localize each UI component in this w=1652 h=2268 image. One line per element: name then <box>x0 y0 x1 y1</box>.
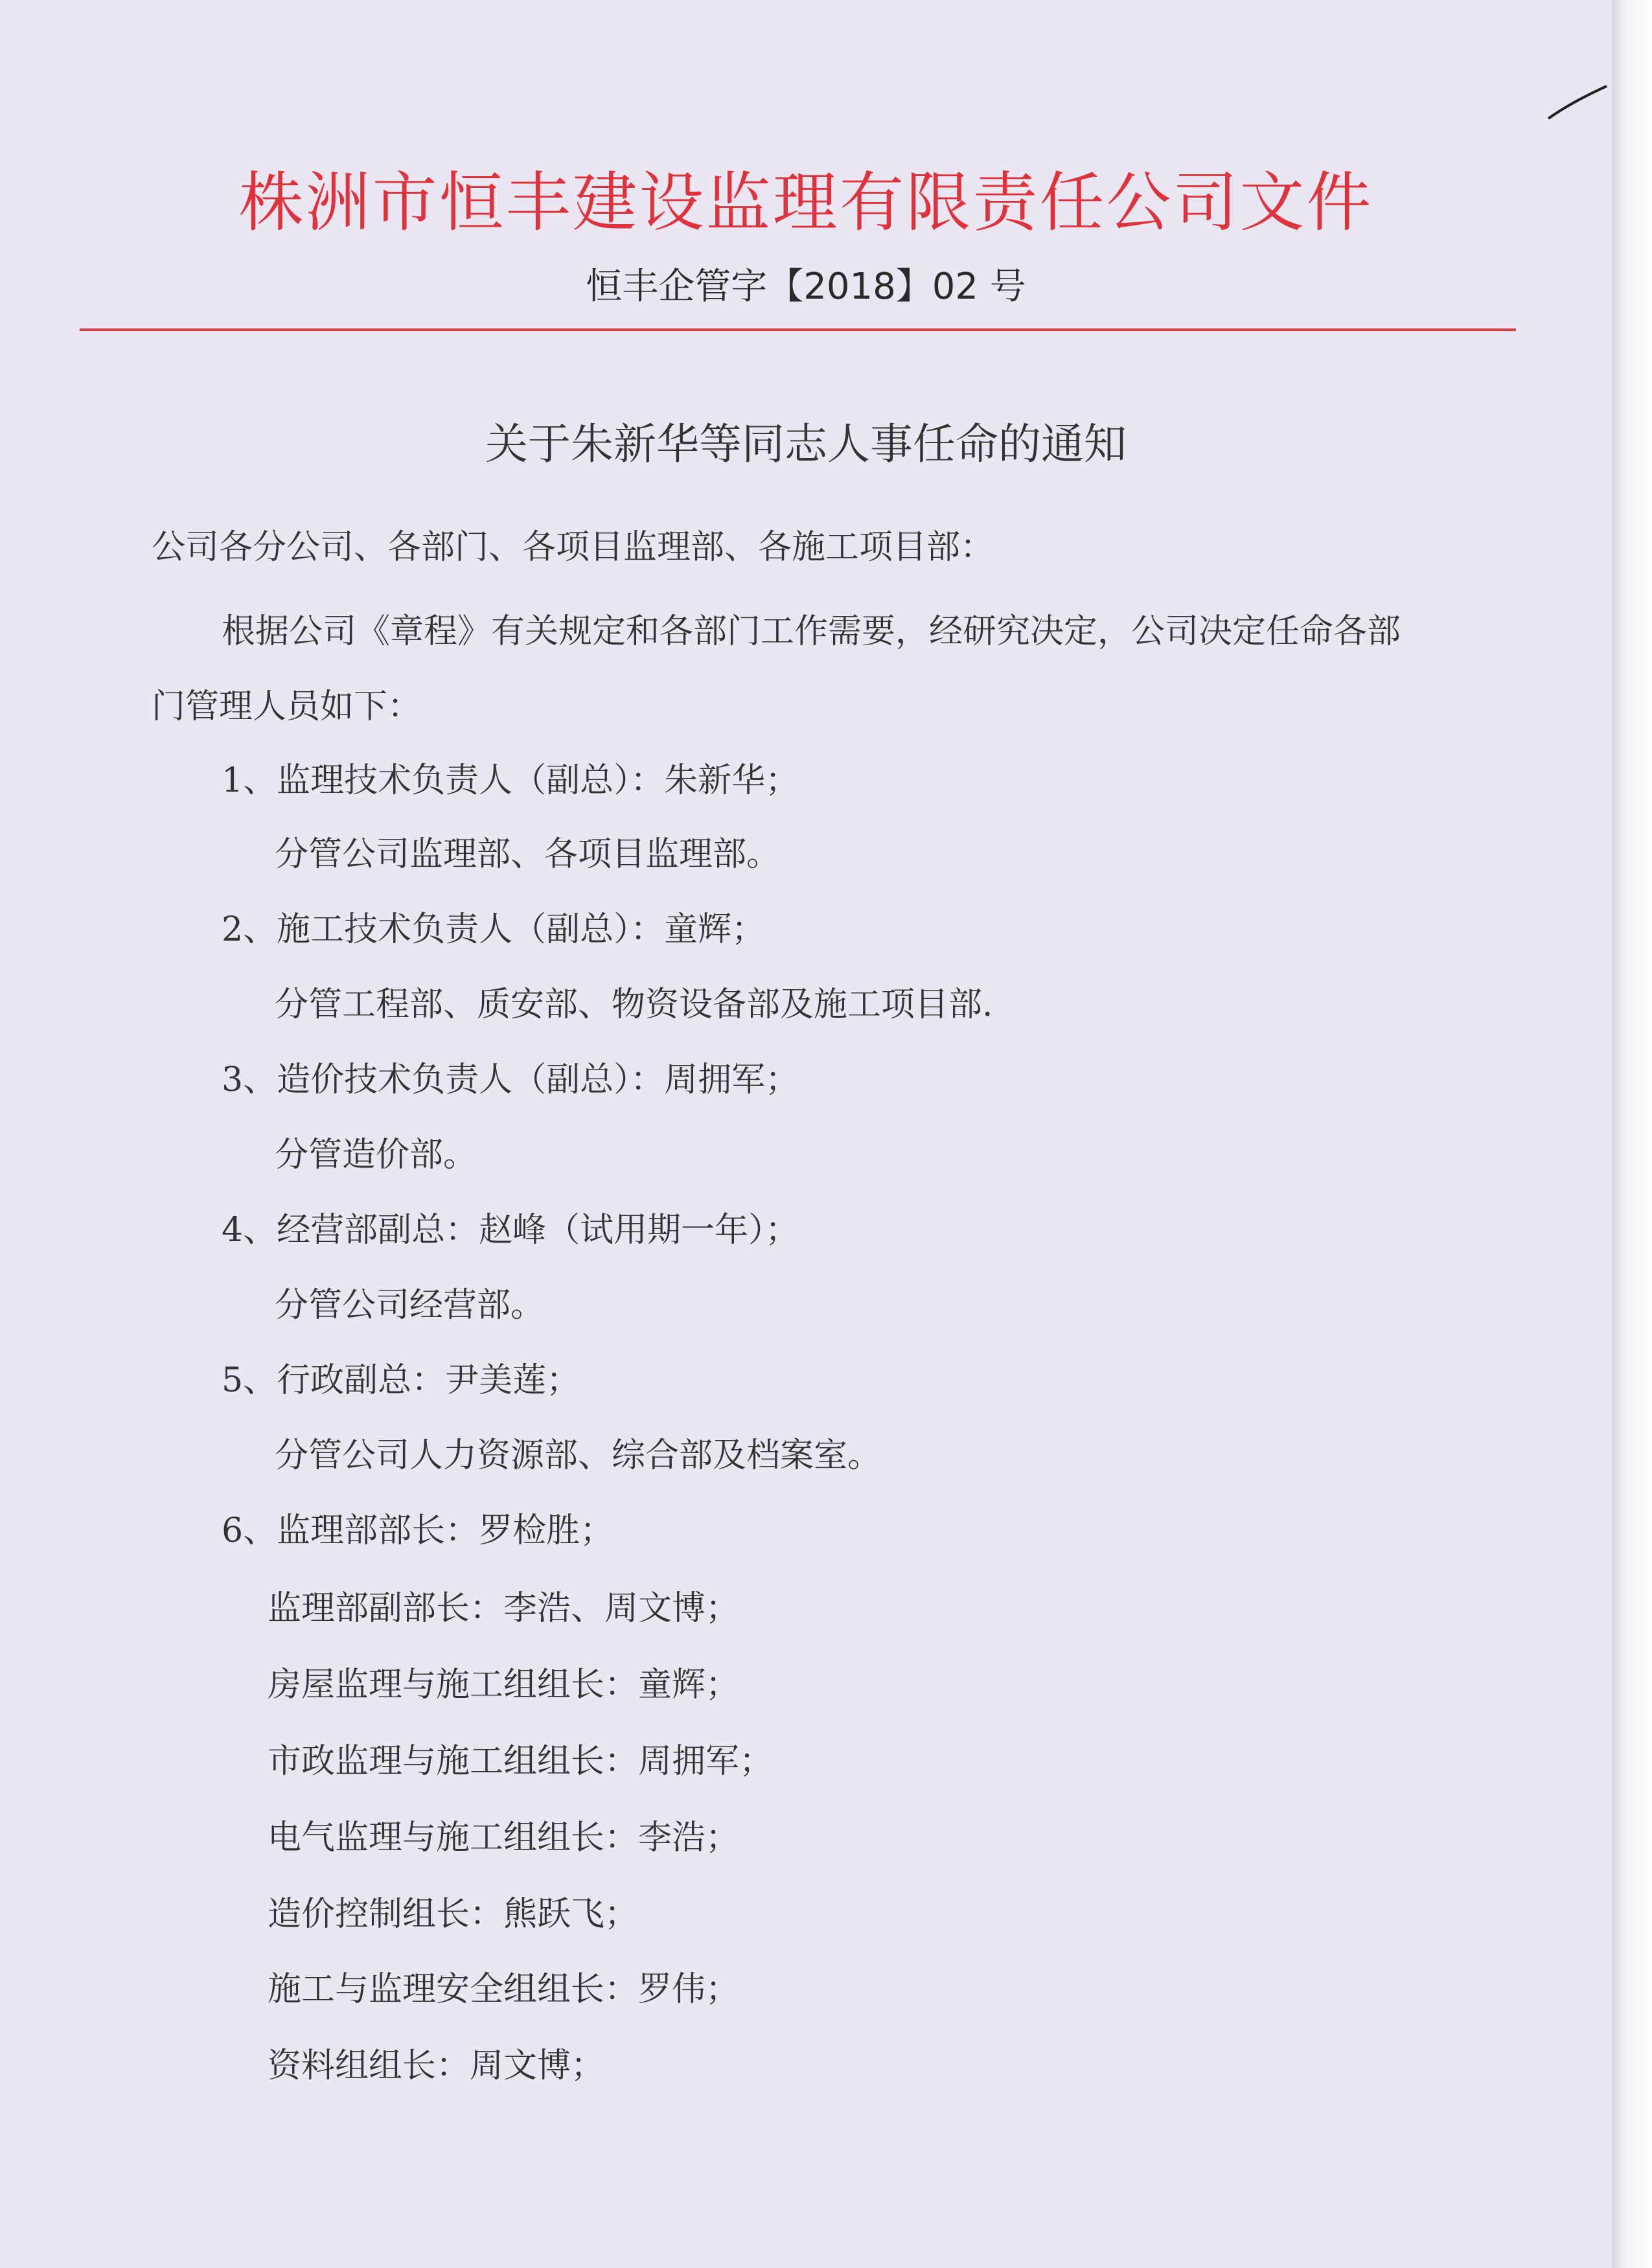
item-6-sub: 资料组组长：周文博； <box>268 2046 605 2085</box>
org-title: 株洲市恒丰建设监理有限责任公司文件 <box>238 165 1373 240</box>
item-6-sub: 电气监理与施工组组长：李浩； <box>268 1818 740 1857</box>
item-6-head: 6、监理部部长：罗检胜； <box>222 1511 614 1550</box>
item-6-sub: 监理部副部长：李浩、周文博； <box>268 1589 740 1628</box>
item-3-head: 3、造价技术负责人（副总）：周拥军； <box>222 1060 799 1099</box>
notice-title: 关于朱新华等同志人事任命的通知 <box>485 419 1127 469</box>
item-6-sub: 市政监理与施工组组长：周拥军； <box>268 1742 774 1781</box>
item-1-head: 1、监理技术负责人（副总）：朱新华； <box>222 761 799 800</box>
item-4-head: 4、经营部副总：赵峰（试用期一年）； <box>222 1211 799 1250</box>
item-5-detail: 分管公司人力资源部、综合部及档案室。 <box>275 1436 882 1475</box>
item-2-head: 2、施工技术负责人（副总）：童辉； <box>222 910 766 949</box>
scan-edge <box>1612 0 1652 2268</box>
item-6-sub: 造价控制组长：熊跃飞； <box>268 1895 639 1934</box>
pen-mark <box>1545 83 1610 122</box>
doc-number: 恒丰企管字【2018】02 号 <box>586 266 1026 308</box>
item-1-detail: 分管公司监理部、各项目监理部。 <box>275 835 781 874</box>
item-6-sub: 施工与监理安全组组长：罗伟； <box>268 1970 740 2009</box>
item-6-sub: 房屋监理与施工组组长：童辉； <box>268 1666 740 1704</box>
intro-line-1: 根据公司《章程》有关规定和各部门工作需要，经研究决定，公司决定任命各部 <box>222 612 1401 651</box>
item-4-detail: 分管公司经营部。 <box>275 1286 545 1325</box>
item-5-head: 5、行政副总：尹美莲； <box>222 1361 580 1400</box>
intro-line-2: 门管理人员如下： <box>152 687 422 726</box>
addressee: 公司各分公司、各部门、各项目监理部、各施工项目部： <box>152 528 994 567</box>
header-divider <box>80 328 1516 331</box>
item-2-detail: 分管工程部、质安部、物资设备部及施工项目部. <box>275 985 993 1024</box>
item-3-detail: 分管造价部。 <box>275 1136 477 1174</box>
